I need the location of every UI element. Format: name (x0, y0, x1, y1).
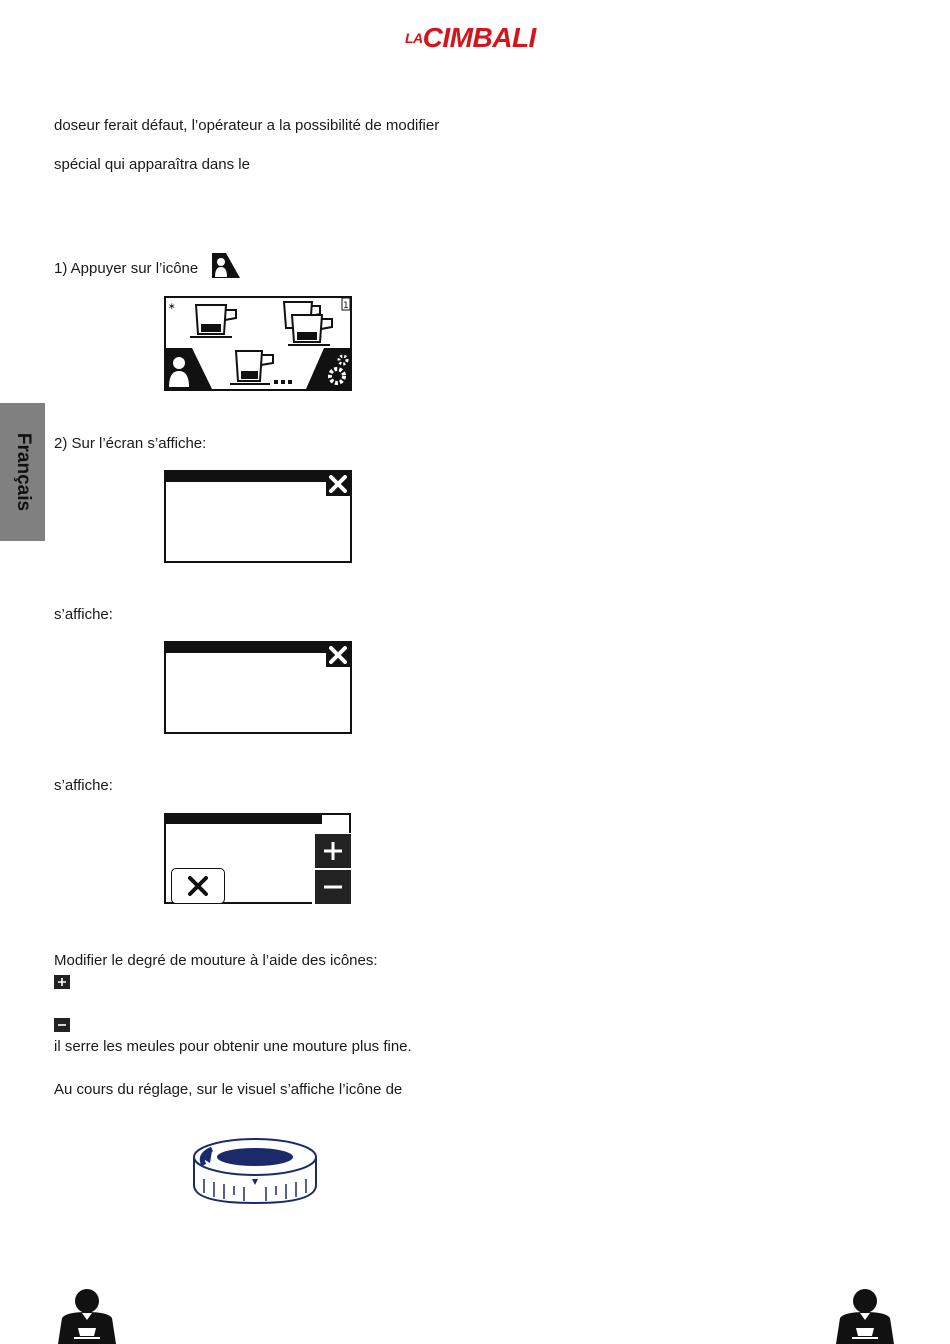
paragraph-2: spécial qui apparaîtra dans le (54, 156, 250, 173)
modify-text: Modifier le degré de mouture à l’aide des icônes: (54, 952, 378, 969)
logo-prefix: LA (405, 30, 423, 46)
barista-icon (834, 1288, 896, 1344)
screen-title-bar (166, 643, 326, 653)
gear-icon (306, 348, 350, 389)
home-screen-drawing (166, 298, 350, 389)
minus-button[interactable] (315, 870, 351, 904)
home-screen (164, 296, 352, 391)
svg-text:∗: ∗ (168, 302, 176, 312)
shows-text-2: s’affiche: (54, 777, 113, 794)
double-cup-icon (284, 302, 332, 345)
plus-icon (322, 840, 344, 862)
close-x-icon (187, 876, 209, 896)
screen-title-bar (166, 472, 326, 482)
step-2-text: 2) Sur l’écran s’affiche: (54, 435, 207, 452)
svg-text:1: 1 (343, 301, 349, 311)
close-x-icon (329, 646, 347, 664)
paragraph-1: doseur ferait défaut, l’opérateur a la possibilité de modifier (54, 117, 440, 134)
cimbali-logo (405, 22, 536, 54)
grind-screen (164, 813, 352, 905)
logo-main: CIMBALI (422, 22, 536, 53)
plus-button[interactable] (315, 834, 351, 868)
close-button[interactable] (171, 868, 225, 904)
close-button[interactable] (326, 472, 350, 496)
shows-text-1: s’affiche: (54, 606, 113, 623)
cup-icon (190, 305, 236, 337)
language-tab-label: Français (12, 432, 34, 512)
user-icon (166, 348, 212, 389)
language-tab (0, 403, 45, 541)
during-text: Au cours du réglage, sur le visuel s’affiche l’icône de (54, 1081, 403, 1098)
plus-icon (54, 975, 70, 989)
minus-icon (322, 876, 344, 898)
cup-icon (230, 351, 292, 384)
user-icon[interactable] (212, 253, 240, 278)
barista-icon (56, 1288, 118, 1344)
menu-screen-2 (164, 641, 352, 734)
close-button[interactable] (326, 643, 350, 667)
tighten-text: il serre les meules pour obtenir une mouture plus fine. (54, 1038, 412, 1055)
minus-icon (54, 1018, 70, 1032)
step-1-text: 1) Appuyer sur l’icône (54, 260, 199, 277)
grinder-dial-icon (190, 1135, 320, 1207)
close-x-icon (329, 475, 347, 493)
menu-screen-1 (164, 470, 352, 563)
